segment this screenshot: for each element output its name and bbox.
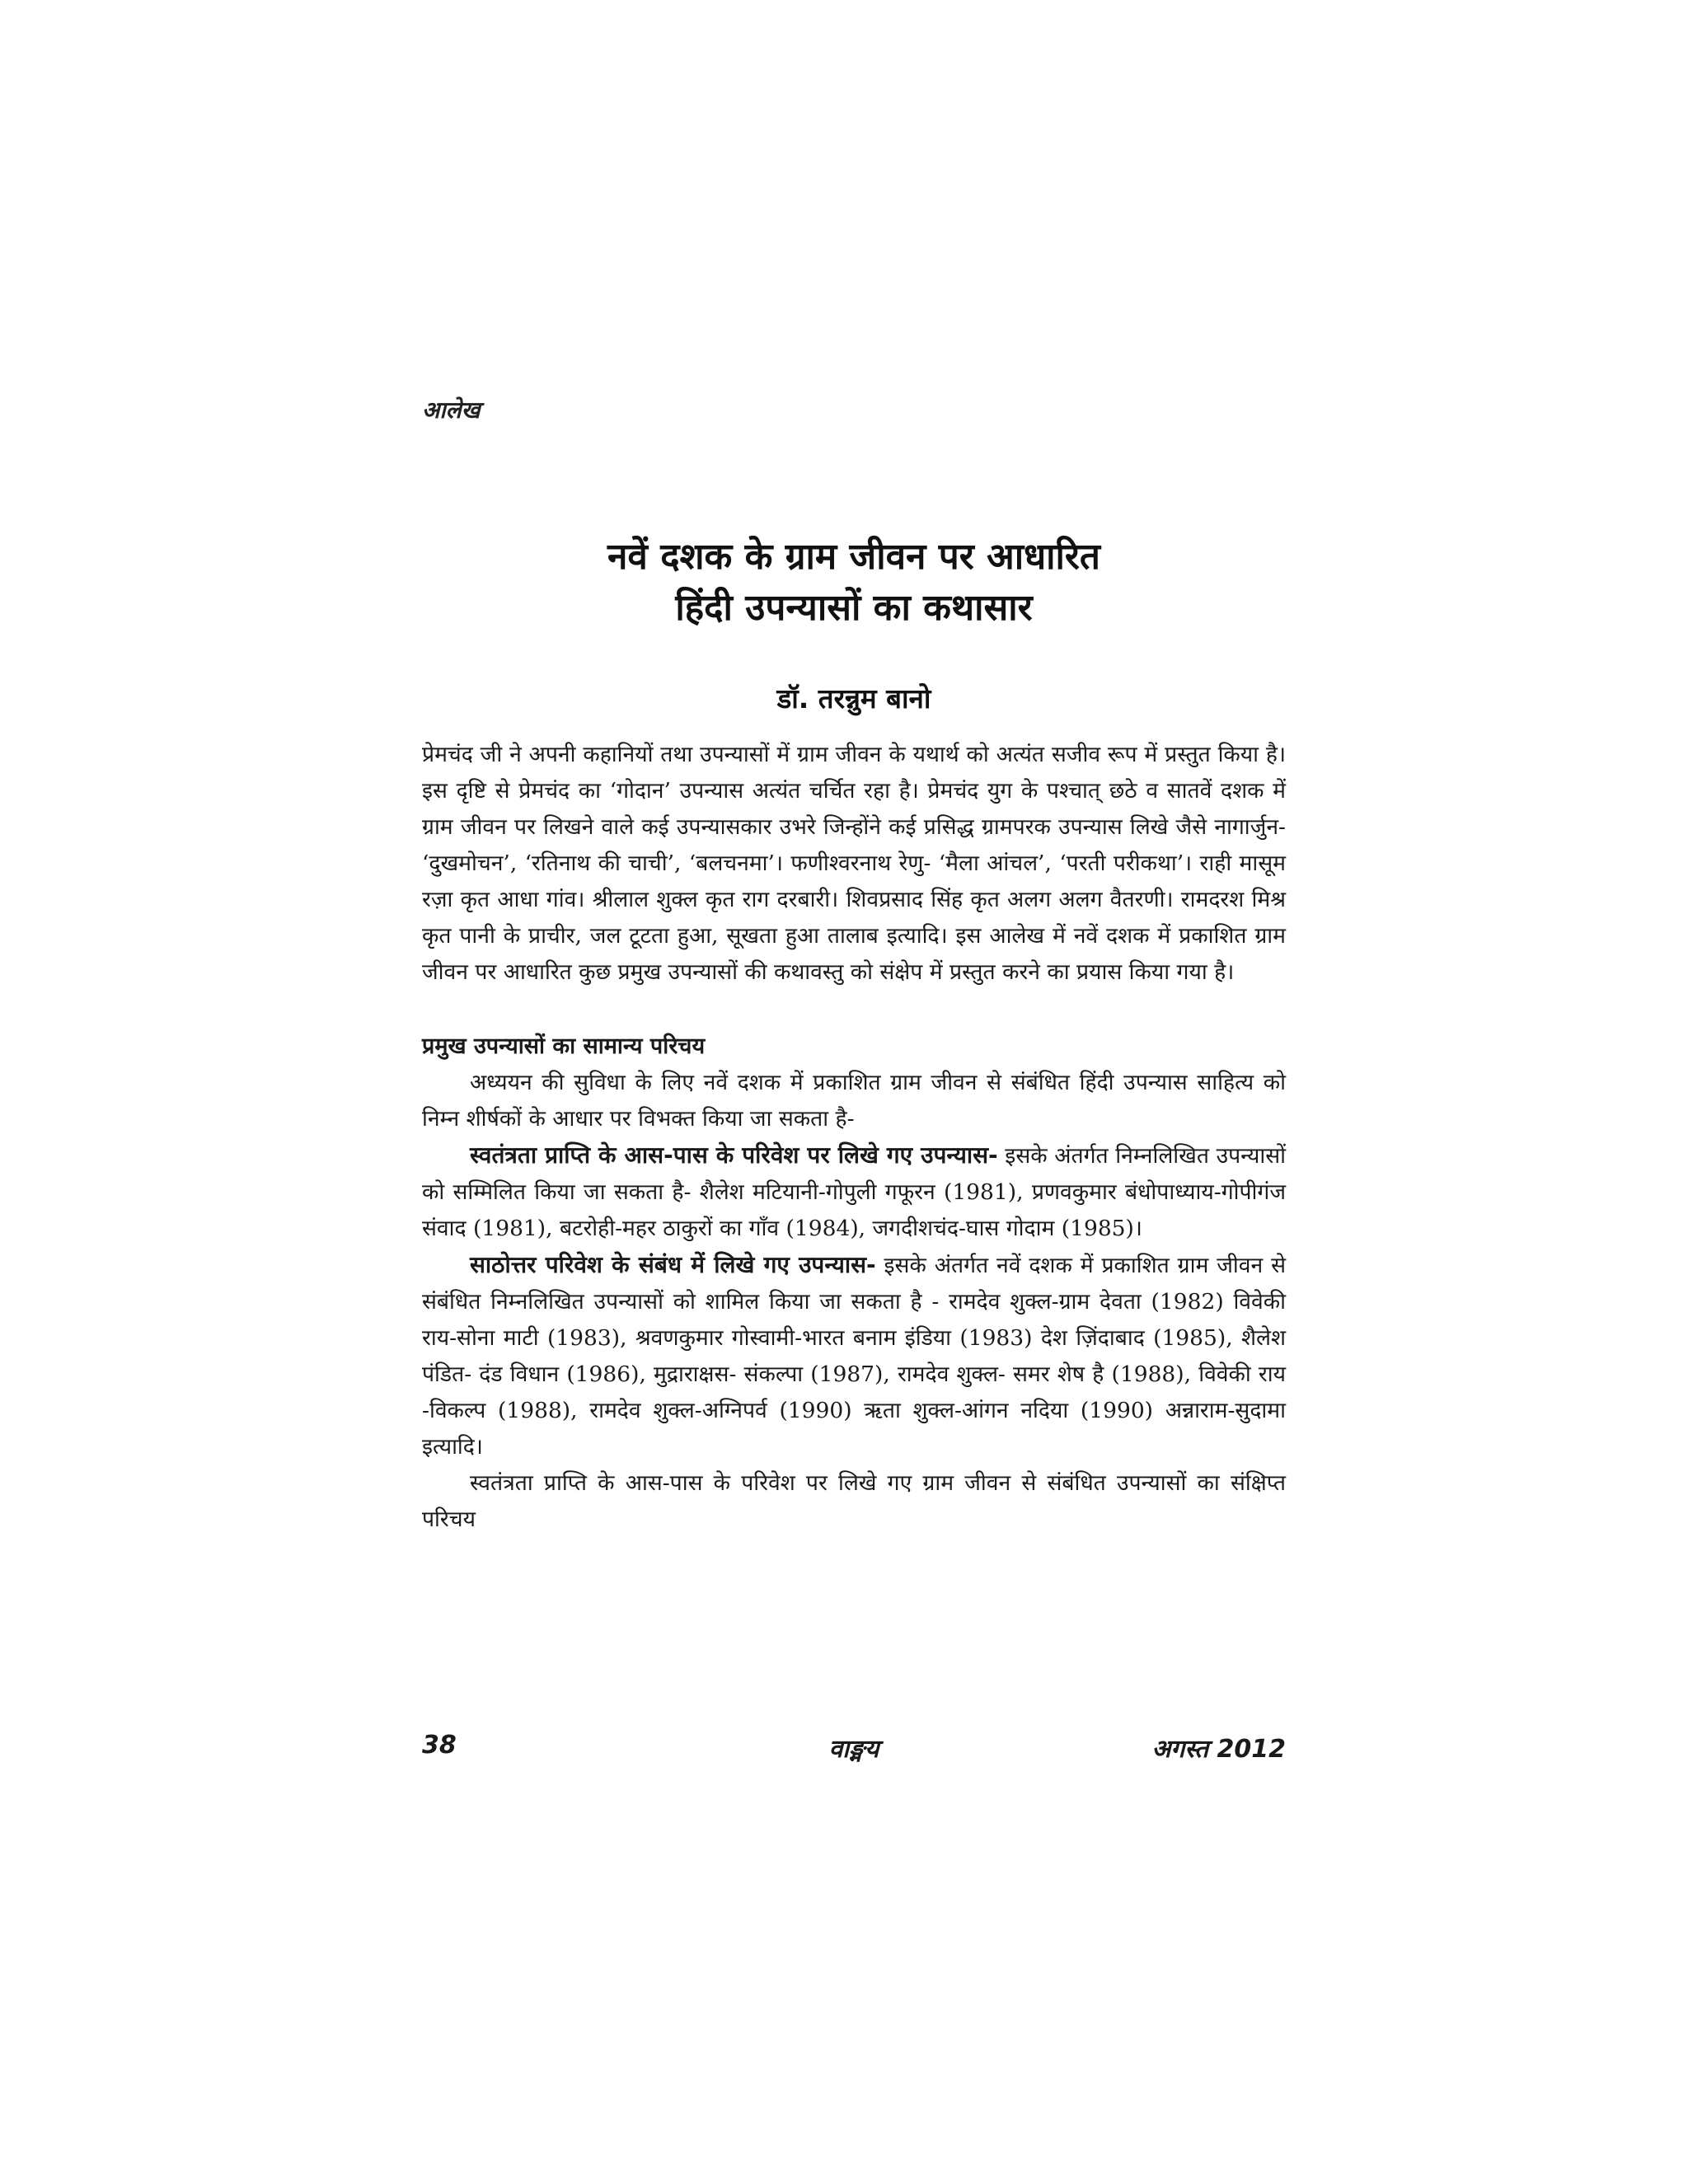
- title-line-2: हिंदी उपन्यासों का कथासार: [675, 587, 1033, 629]
- journal-name: वाङ्मय: [828, 1735, 879, 1764]
- paragraph-1: अध्ययन की सुविधा के लिए नवें दशक में प्रकाशित ग्राम जीवन से संबंधित हिंदी उपन्यास साहित्य को निम्न शीर्षकों के आधार पर विभक्त किया जा सकता है-: [422, 1070, 1286, 1132]
- title-line-1: नवें दशक के ग्राम जीवन पर आधारित: [607, 536, 1100, 578]
- section-tag: आलेख: [422, 396, 481, 424]
- paragraph-3-lead: साठोत्तर परिवेश के संबंध में लिखे गए उपन्यास-: [470, 1251, 876, 1278]
- section-heading: प्रमुख उपन्यासों का सामान्य परिचय: [422, 1033, 706, 1059]
- author-name: डॉ. तरन्नुम बानो: [776, 682, 931, 715]
- issue-date: अगस्त 2012: [1151, 1735, 1286, 1764]
- paragraph-2-lead: स्वतंत्रता प्राप्ति के आस-पास के परिवेश पर लिखे गए उपन्यास-: [470, 1141, 998, 1169]
- article-title: [422, 532, 1286, 634]
- paragraph-3: [422, 1247, 1286, 1465]
- paragraph-2: [422, 1137, 1286, 1247]
- paragraph-4: स्वतंत्रता प्राप्ति के आस-पास के परिवेश पर लिखे गए ग्राम जीवन से संबंधित उपन्यासों का संक्षिप्त परिचय: [422, 1470, 1286, 1532]
- page-footer: [422, 1731, 1286, 1764]
- intro-paragraph: प्रेमचंद जी ने अपनी कहानियों तथा उपन्यासों में ग्राम जीवन के यथार्थ को अत्यंत सजीव रूप में प्रस्तुत किया है। इस दृष्टि से प्रेमचंद का ‘गोदान’ उपन्यास अत्यंत चर्चित रहा है। प्रेमचंद युग के पश्चात् छठे व सातवें दशक में ग्राम जीवन पर लिखने वाले कई उपन्यासकार उभरे जिन्होंने कई प्रसिद्ध ग्रामपरक उपन्यास लिखे जैसे नागार्जुन- ‘दुखमोचन’, ‘रतिनाथ की चाची’, ‘बलचनमा’। फणीश्वरनाथ रेणु- ‘मैला आंचल’, ‘परती परीकथा’। राही मासूम रज़ा कृत आधा गांव। श्रीलाल शुक्ल कृत राग दरबारी। शिवप्रसाद सिंह कृत अलग अलग वैतरणी। रामदरश मिश्र कृत पानी के प्राचीर, जल टूटता हुआ, सूखता हुआ तालाब इत्यादि। इस आलेख में नवें दशक में प्रकाशित ग्राम जीवन पर आधारित कुछ प्रमुख उपन्यासों की कथावस्तु को संक्षेप में प्रस्तुत करने का प्रयास किया गया है।: [422, 742, 1286, 985]
- article-body: [422, 737, 1286, 1538]
- page-number: 38: [422, 1731, 457, 1760]
- paragraph-2-text: इसके अंतर्गत निम्नलिखित उपन्यासों को सम्मिलित किया जा सकता है- शैलेश मटियानी-गोपुली गफूरन (1981), प्रणवकुमार बंधोपाध्याय-गोपीगंज संवाद (1981), बटरोही-महर ठाकुरों का गाँव (1984), जगदीशचंद-घास गोदाम (1985)।: [422, 1143, 1286, 1241]
- paragraph-3-text: इसके अंतर्गत नवें दशक में प्रकाशित ग्राम जीवन से संबंधित निम्नलिखित उपन्यासों को शामिल किया जा सकता है - रामदेव शुक्ल-ग्राम देवता (1982) विवेकी राय-सोना माटी (1983), श्रवणकुमार गोस्वामी-भारत बनाम इंडिया (1983) देश ज़िंदाबाद (1985), शैलेश पंडित- दंड विधान (1986), मुद्राराक्षस- संकल्पा (1987), रामदेव शुक्ल- समर शेष है (1988), विवेकी राय -विकल्प (1988), रामदेव शुक्ल-अग्निपर्व (1990) ऋता शुक्ल-आंगन नदिया (1990) अन्नाराम-सुदामा इत्यादि।: [422, 1253, 1286, 1460]
